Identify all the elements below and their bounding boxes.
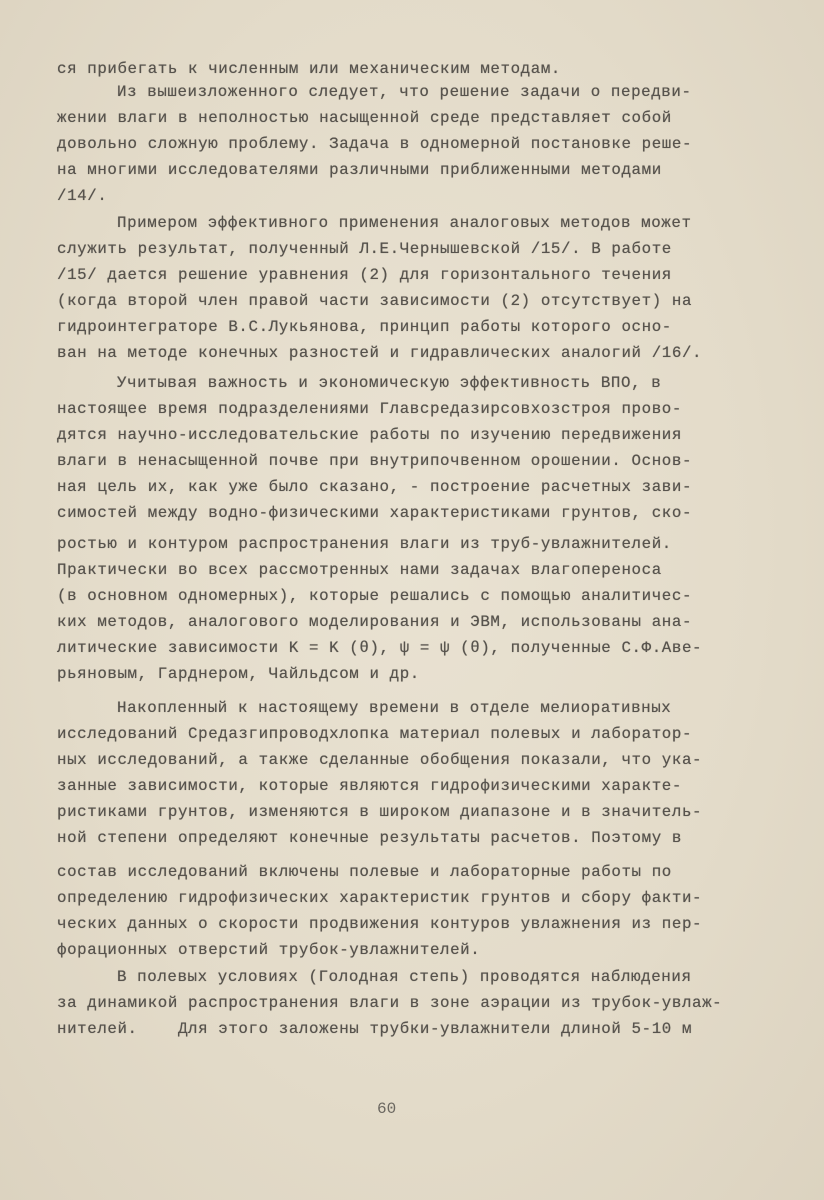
text-line: Учитывая важность и экономическую эффективность ВПО, в [117,374,662,392]
text-line: Примером эффективного применения аналоговых методов может [117,214,692,232]
text-line: служить результат, полученный Л.Е.Чернышевской /15/. В работе [57,240,672,258]
text-line: ной степени определяют конечные результаты расчетов. Поэтому в [57,829,682,847]
text-line: влаги в ненасыщенной почве при внутрипочвенном орошении. Основ- [57,452,693,470]
text-line: дятся научно-исследовательские работы по изучению передвижения [57,426,682,444]
text-line: гидроинтеграторе В.С.Лукьянова, принцип работы которого осно- [57,318,672,336]
text-line: ных исследований, а также сделанные обобщения показали, что ука- [57,751,703,769]
text-line: Практически во всех рассмотренных нами задачах влагопереноса [57,561,662,579]
text-line: ная цель их, как уже было сказано, - построение расчетных зави- [57,478,693,496]
text-line: форационных отверстий трубок-увлажнителей. [57,941,481,959]
text-line: (в основном одномерных), которые решались с помощью аналитичес- [57,587,693,605]
text-line: симостей между водно-физическими характеристиками грунтов, ско- [57,504,693,522]
text-line: Накопленный к настоящему времени в отделе мелиоративных [117,699,672,717]
text-line: ческих данных о скорости продвижения контуров увлажнения из пер- [57,915,703,933]
text-line: нителей. Для этого заложены трубки-увлажнители длиной 5-10 м [57,1020,693,1038]
text-line: ких методов, аналогового моделирования и ЭВМ, использованы ана- [57,613,693,631]
text-line: настоящее время подразделениями Главсредазирсовхозстроя прово- [57,400,682,418]
text-line: /14/. [57,187,108,205]
text-line: жении влаги в неполностью насыщенной среде представляет собой [57,109,672,127]
text-line: состав исследований включены полевые и лабораторные работы по [57,863,672,881]
text-line: Из вышеизложенного следует, что решение задачи о передви- [117,83,692,101]
text-line: занные зависимости, которые являются гидрофизическими характе- [57,777,682,795]
text-line: определению гидрофизических характеристик грунтов и сбору факти- [57,889,703,907]
text-line: ростью и контуром распространения влаги из труб-увлажнителей. [57,535,672,553]
text-line: /15/ дается решение уравнения (2) для горизонтального течения [57,266,672,284]
text-line: ристиками грунтов, изменяются в широком диапазоне и в значитель- [57,803,703,821]
page-number: 60 [377,1100,397,1118]
text-line: за динамикой распространения влаги в зоне аэрации из трубок-увлаж- [57,994,723,1012]
text-line: литические зависимости K = K (θ), ψ = ψ (θ), полученные С.Ф.Аве- [57,639,703,657]
text-line: (когда второй член правой части зависимости (2) отсутствует) на [57,292,693,310]
text-line: довольно сложную проблему. Задача в одномерной постановке реше- [57,135,693,153]
text-line: В полевых условиях (Голодная степь) проводятся наблюдения [117,968,692,986]
text-line: рьяновым, Гарднером, Чайльдсом и др. [57,665,420,683]
text-line: исследований Средазгипроводхлопка материал полевых и лаборатор- [57,725,693,743]
text-line: ся прибегать к численным или механическим методам. [57,60,561,78]
text-line: на многими исследователями различными приближенными методами [57,161,662,179]
text-line: ван на методе конечных разностей и гидравлических аналогий /16/. [57,344,703,362]
